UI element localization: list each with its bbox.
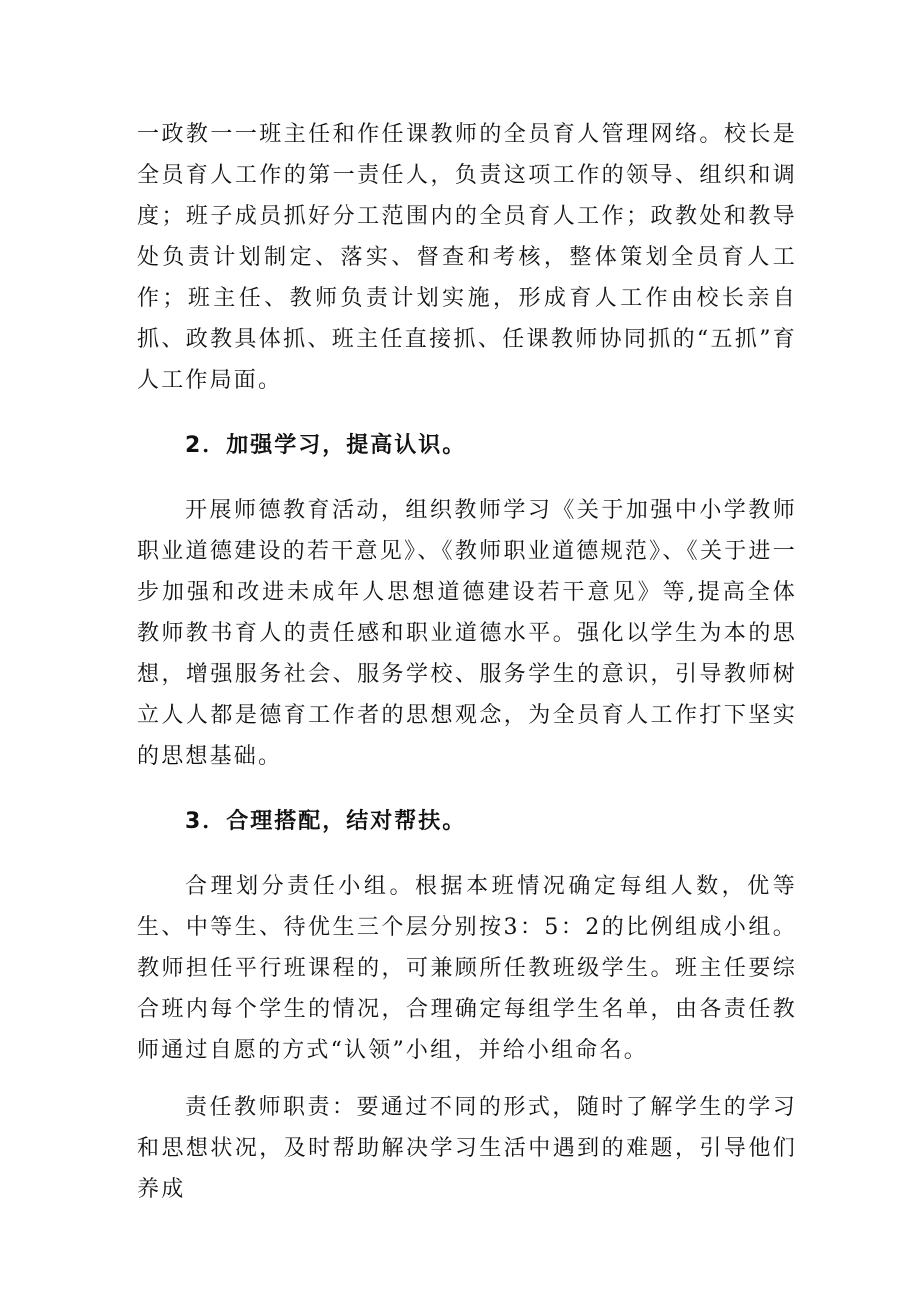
paragraph-gap [137,777,797,801]
paragraph-teacher-duties: 责任教师职责：要通过不同的形式，随时了解学生的学习和思想状况，及时帮助解决学习生活中遇到的难题，引导他们养成 [137,1095,797,1202]
paragraph-gap [137,401,797,425]
section-heading-3: 3．合理搭配，结对帮扶。 [185,809,467,834]
section-heading-2: 2．加强学习，提高认识。 [185,433,467,458]
paragraph-management-network: 一政教一一班主任和作任课教师的全员育人管理网络。校长是全员育人工作的第一责任人，负责这项工作的领导、组织和调度；班子成员抓好分工范围内的全员育人工作；政教处和教导处负责计划制定、落实、督查和考核，整体策划全员育人工作；班主任、教师负责计划实施，形成育人工作由校长亲自抓、政教具体抓、班主任直接抓、任课教师协同抓的“五抓”育人工作局面。 [137,122,797,393]
document-body [137,114,797,1210]
paragraph-gap [137,1071,797,1087]
paragraph-gap [137,466,797,490]
paragraph-gap [137,842,797,866]
paragraph-group-division: 合理划分责任小组。根据本班情况确定每组人数，优等生、中等生、待优生三个层分别按3：5：2的比例组成小组。教师担任平行班课程的，可兼顾所任教班级学生。班主任要综合班内每个学生的情况，合理确定每组学生名单，由各责任教师通过自愿的方式“认领”小组，并给小组命名。 [137,874,797,1063]
paragraph-ethics-study: 开展师德教育活动，组织教师学习《关于加强中小学教师职业道德建设的若干意见》、《教师职业道德规范》、《关于进一步加强和改进未成年人思想道德建设若干意见》等,提高全体教师教书育人的责任感和职业道德水平。强化以学生为本的思想，增强服务社会、服务学校、服务学生的意识，引导教师树立人人都是德育工作者的思想观念，为全员育人工作打下坚实的思想基础。 [137,498,797,769]
